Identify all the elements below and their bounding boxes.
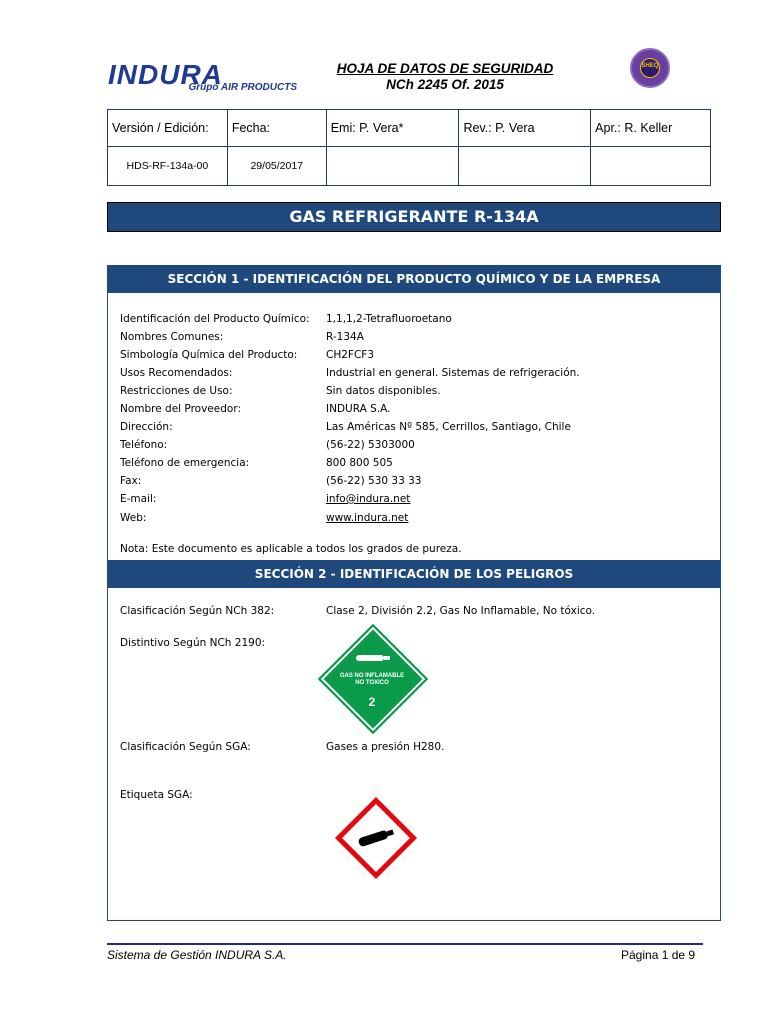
- gas-cylinder-icon: [354, 651, 392, 665]
- ghs-gas-cylinder-icon: [354, 826, 398, 848]
- nch2190-label: Distintivo Según NCh 2190:: [120, 637, 266, 649]
- diamond-class-number: 2: [368, 695, 376, 709]
- row-label: Nombre del Proveedor:: [120, 403, 241, 415]
- document-title-line2: NCh 2245 Of. 2015: [386, 77, 504, 92]
- row-label: Web:: [120, 512, 147, 524]
- row-label: Restricciones de Uso:: [120, 385, 233, 397]
- logo-sub-text: Grupo AIR PRODUCTS: [188, 82, 297, 93]
- row-value: 1,1,1,2-Tetrafluoroetano: [326, 313, 452, 325]
- version-table-header-row: [108, 110, 711, 147]
- diamond-caption-line1: GAS NO INFLAMABLE: [339, 673, 405, 679]
- approver-header-cell: Apr.: R. Keller: [591, 110, 711, 147]
- row-value: CH2FCF3: [326, 349, 374, 361]
- row-label: Simbología Química del Producto:: [120, 349, 298, 361]
- diamond-caption-line2: NO TOXICO: [355, 680, 389, 686]
- row-value: Sin datos disponibles.: [326, 385, 441, 397]
- section1-note: Nota: Este documento es aplicable a todos los grados de pureza.: [120, 543, 462, 555]
- row-value: (56-22) 530 33 33: [326, 475, 422, 487]
- row-label: Dirección:: [120, 421, 173, 433]
- row-label: Usos Recomendados:: [120, 367, 233, 379]
- document-title: [300, 61, 590, 93]
- nch382-label: Clasificación Según NCh 382:: [120, 605, 275, 617]
- document-title-line1: HOJA DE DATOS DE SEGURIDAD: [336, 61, 554, 76]
- logo-main-text: INDURA: [108, 59, 223, 90]
- footer-divider: [107, 943, 703, 945]
- row-value: Industrial en general. Sistemas de refrigeración.: [326, 367, 580, 379]
- version-table: [107, 109, 711, 186]
- row-label: Fax:: [120, 475, 142, 487]
- indura-logo: [108, 60, 303, 98]
- footer-page-number: Página 1 de 9: [621, 948, 696, 962]
- row-value: Las Américas Nº 585, Cerrillos, Santiago, Chile: [326, 421, 571, 433]
- row-label: Teléfono:: [120, 439, 168, 451]
- emitter-header-cell: Emi: P. Vera*: [326, 110, 459, 147]
- etiqueta-label: Etiqueta SGA:: [120, 789, 193, 801]
- sga-value: Gases a presión H280.: [326, 741, 445, 753]
- date-header-cell: Fecha:: [227, 110, 326, 147]
- row-value: (56-22) 5303000: [326, 439, 415, 451]
- web-link[interactable]: www.indura.net: [326, 512, 409, 524]
- section2-header: SECCIÓN 2 - IDENTIFICACIÓN DE LOS PELIGROS: [107, 560, 721, 588]
- row-label: Teléfono de emergencia:: [120, 457, 250, 469]
- row-value: INDURA S.A.: [326, 403, 391, 415]
- sga-label: Clasificación Según SGA:: [120, 741, 251, 753]
- seal-text: SHEQ: [641, 63, 659, 69]
- reviewer-header-cell: Rev.: P. Vera: [459, 110, 591, 147]
- row-label: E-mail:: [120, 493, 157, 505]
- sections-box: [107, 265, 721, 921]
- product-title: GAS REFRIGERANTE R-134A: [107, 202, 721, 232]
- row-label: Identificación del Producto Químico:: [120, 313, 310, 325]
- sheq-seal-icon: [630, 48, 670, 88]
- version-header-cell: Versión / Edición:: [108, 110, 228, 147]
- row-value: R-134A: [326, 331, 364, 343]
- emitter-value-cell: [326, 147, 459, 186]
- version-value-cell: HDS-RF-134a-00: [108, 147, 228, 186]
- section1-header: SECCIÓN 1 - IDENTIFICACIÓN DEL PRODUCTO QUÍMICO Y DE LA EMPRESA: [107, 265, 721, 293]
- footer-company: Sistema de Gestión INDURA S.A.: [107, 948, 287, 962]
- nch382-value: Clase 2, División 2.2, Gas No Inflamable, No tóxico.: [326, 605, 596, 617]
- row-label: Nombres Comunes:: [120, 331, 224, 343]
- row-value: 800 800 505: [326, 457, 393, 469]
- version-table-value-row: [108, 147, 711, 186]
- reviewer-value-cell: [459, 147, 591, 186]
- email-link[interactable]: info@indura.net: [326, 493, 411, 505]
- approver-value-cell: [591, 147, 711, 186]
- diamond-caption: [326, 673, 418, 687]
- date-value-cell: 29/05/2017: [227, 147, 326, 186]
